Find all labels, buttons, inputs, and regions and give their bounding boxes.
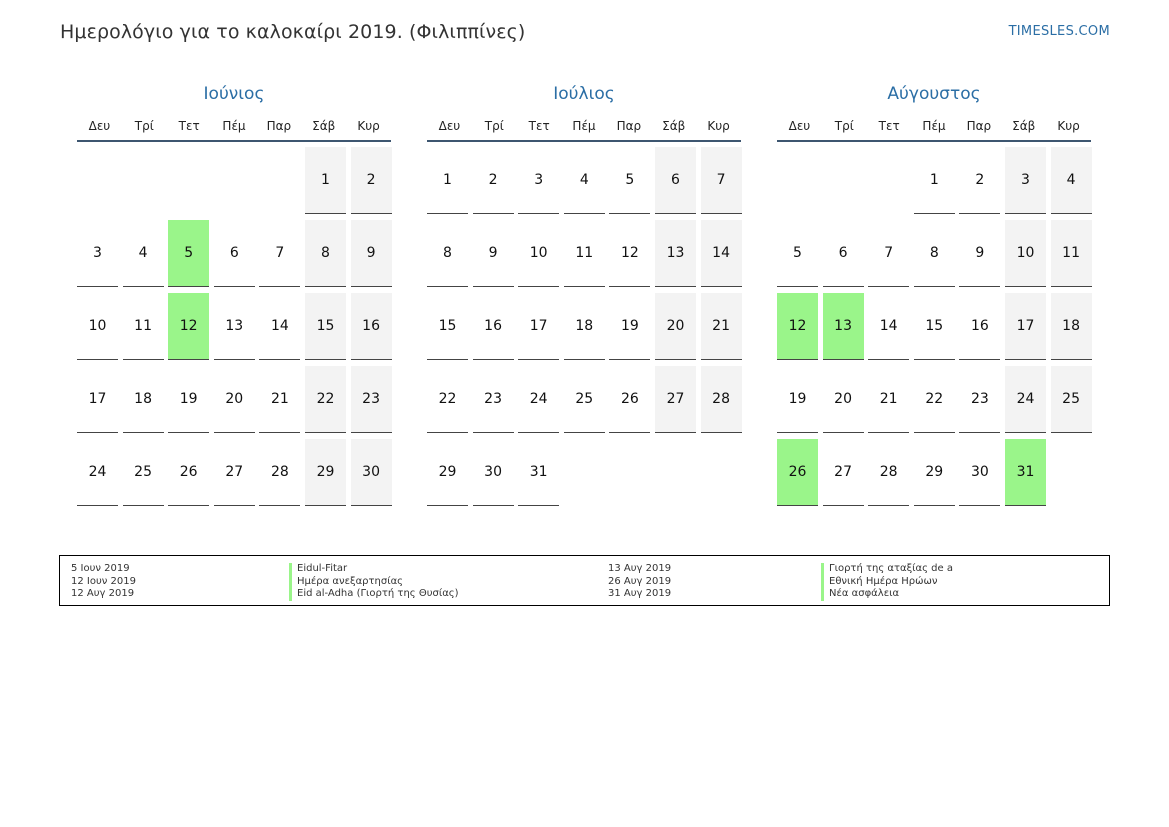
weekday-label: Κυρ [357,119,380,133]
day-cell: 7 [259,220,300,287]
day-cell: 6 [655,147,696,214]
day-cell: 18 [1051,293,1092,360]
day-cell: 28 [259,439,300,506]
weekday-label: Τετ [878,119,900,133]
day-cell: 23 [351,366,392,433]
month-name: Ιούνιος [203,84,265,104]
holiday-legend [59,555,1110,606]
day-cell: 12 [609,220,650,287]
weekday-label: Τετ [528,119,550,133]
day-cell: 1 [914,147,955,214]
day-cell: 30 [959,439,1000,506]
day-cell: 18 [564,293,605,360]
legend-dates-col-1 [71,563,136,601]
day-cell: 15 [305,293,346,360]
weekday-label: Πέμ [222,119,246,133]
holiday-date: 12 Ιουν 2019 [71,575,136,587]
weekday-label: Κυρ [707,119,730,133]
month-june [77,82,391,512]
day-cell: 24 [518,366,559,433]
day-cell: 3 [1005,147,1046,214]
holiday-date: 31 Αυγ 2019 [608,588,672,599]
day-cell: 11 [564,220,605,287]
day-cell: 2 [351,147,392,214]
holiday-date: 26 Αυγ 2019 [608,575,672,587]
day-cell: 20 [655,293,696,360]
day-cell: 17 [1005,293,1046,360]
day-cell: 19 [609,293,650,360]
month-august [777,82,1091,512]
day-cell: 22 [305,366,346,433]
month-july [427,82,741,512]
day-cell: 8 [914,220,955,287]
day-cell: 9 [473,220,514,287]
day-cell: 9 [959,220,1000,287]
day-cell: 4 [1051,147,1092,214]
site-link[interactable]: TIMESLES.COM [1008,24,1110,39]
day-cell: 24 [77,439,118,506]
weekday-label: Δευ [788,119,811,133]
day-cell: 29 [427,439,468,506]
weekday-label: Πέμ [922,119,946,133]
day-cell: 5 [168,220,209,287]
holiday-name: Eidul-Fitar [289,563,459,576]
weekday-label: Σάβ [1012,119,1036,133]
day-cell: 21 [701,293,742,360]
day-cell: 26 [168,439,209,506]
weekday-label: Παρ [616,119,642,133]
day-cell: 2 [959,147,1000,214]
day-cell: 10 [518,220,559,287]
day-cell: 25 [564,366,605,433]
weekday-label: Τρί [834,119,854,133]
day-cell: 27 [655,366,696,433]
day-cell: 21 [259,366,300,433]
day-cell: 6 [823,220,864,287]
day-grid [77,142,391,512]
day-cell: 19 [168,366,209,433]
day-cell: 3 [518,147,559,214]
weekday-label: Παρ [966,119,992,133]
day-cell: 19 [777,366,818,433]
weekday-label: Σάβ [662,119,686,133]
day-cell: 2 [473,147,514,214]
day-cell: 13 [823,293,864,360]
day-cell: 20 [214,366,255,433]
day-cell: 30 [351,439,392,506]
day-cell: 16 [473,293,514,360]
day-cell: 14 [259,293,300,360]
day-cell: 4 [123,220,164,287]
day-cell: 29 [914,439,955,506]
page-title: Ημερολόγιο για το καλοκαίρι 2019. (Φιλιππίνες) [60,21,526,43]
day-cell: 30 [473,439,514,506]
day-grid [427,142,741,512]
day-cell: 28 [701,366,742,433]
day-cell: 22 [914,366,955,433]
day-cell: 20 [823,366,864,433]
day-cell: 31 [518,439,559,506]
day-cell: 7 [701,147,742,214]
holiday-name: Εθνική Ημέρα Ηρώων [821,576,953,589]
legend-names-col-1 [289,563,459,601]
day-cell: 4 [564,147,605,214]
holiday-date: 5 Ιουν 2019 [71,563,130,574]
holiday-name: Νέα ασφάλεια [821,588,953,601]
day-cell: 12 [168,293,209,360]
day-cell: 11 [1051,220,1092,287]
day-cell: 24 [1005,366,1046,433]
holiday-date: 13 Αυγ 2019 [608,563,672,574]
weekday-header [77,106,391,142]
day-cell: 17 [518,293,559,360]
holiday-name: Ημέρα ανεξαρτησίας [289,576,459,589]
day-cell: 26 [777,439,818,506]
day-cell: 28 [868,439,909,506]
day-cell: 16 [959,293,1000,360]
day-cell: 14 [868,293,909,360]
day-cell: 8 [427,220,468,287]
day-cell: 29 [305,439,346,506]
day-cell: 16 [351,293,392,360]
day-cell: 25 [1051,366,1092,433]
day-cell: 13 [214,293,255,360]
day-cell: 17 [77,366,118,433]
weekday-label: Παρ [266,119,292,133]
day-cell: 31 [1005,439,1046,506]
day-cell: 23 [473,366,514,433]
day-cell: 12 [777,293,818,360]
day-cell: 27 [214,439,255,506]
weekday-header [777,106,1091,142]
day-cell: 6 [214,220,255,287]
weekday-label: Κυρ [1057,119,1080,133]
holiday-name: Γιορτή της αταξίας de a [821,563,953,576]
weekday-label: Πέμ [572,119,596,133]
day-cell: 21 [868,366,909,433]
day-cell: 27 [823,439,864,506]
weekday-label: Τρί [134,119,154,133]
day-cell: 1 [427,147,468,214]
day-cell: 5 [609,147,650,214]
day-cell: 22 [427,366,468,433]
day-cell: 25 [123,439,164,506]
day-cell: 8 [305,220,346,287]
day-cell: 13 [655,220,696,287]
day-grid [777,142,1091,512]
weekday-label: Δευ [438,119,461,133]
weekday-label: Τρί [484,119,504,133]
weekday-label: Δευ [88,119,111,133]
weekday-label: Σάβ [312,119,336,133]
weekday-header [427,106,741,142]
day-cell: 14 [701,220,742,287]
day-cell: 23 [959,366,1000,433]
month-name: Αύγουστος [887,84,981,104]
day-cell: 26 [609,366,650,433]
day-cell: 3 [77,220,118,287]
legend-names-col-2 [821,563,953,601]
day-cell: 9 [351,220,392,287]
day-cell: 5 [777,220,818,287]
day-cell: 10 [77,293,118,360]
holiday-date: 12 Αυγ 2019 [71,588,135,599]
day-cell: 7 [868,220,909,287]
day-cell: 10 [1005,220,1046,287]
day-cell: 18 [123,366,164,433]
day-cell: 15 [427,293,468,360]
holiday-name: Eid al-Adha (Γιορτή της Θυσίας) [289,588,459,601]
legend-dates-col-2 [608,563,671,601]
day-cell: 15 [914,293,955,360]
day-cell: 1 [305,147,346,214]
weekday-label: Τετ [178,119,200,133]
day-cell: 11 [123,293,164,360]
month-name: Ιούλιος [553,84,615,104]
